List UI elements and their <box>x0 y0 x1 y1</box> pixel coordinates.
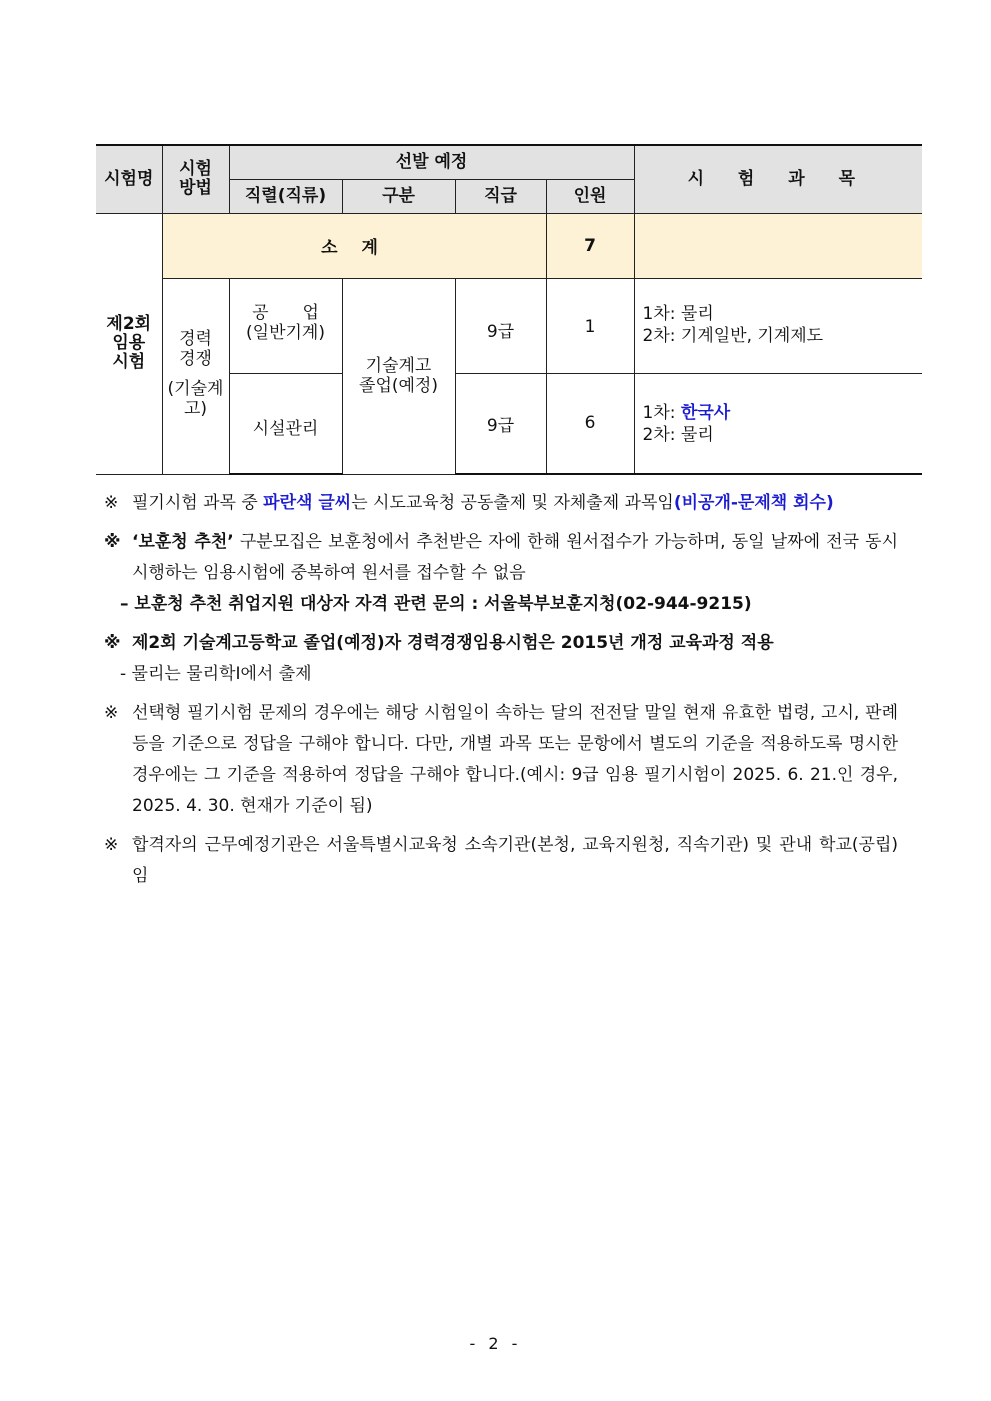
note-answer-criteria: ※ 선택형 필기시험 문제의 경우에는 해당 시험일이 속하는 달의 전전달 말일 현재 유효한 법령, 고시, 판례 등을 기준으로 정답을 구해야 합니다. 다만, 개별 과목 또는 문항에서 별도의 기준을 적용하도록 명시한 경우에는 그 기준을 적용하여 정답을 구해야 합니다.(예시: 9급 임용 필기시험이 2025. 6. 21.인 경우, 2025. 4. 30. 현재가 기준이 됨) <box>104 703 898 816</box>
subtotal-empty <box>634 213 922 278</box>
header-category: 구분 <box>342 179 455 213</box>
exam-method-cell: 경력 경쟁 (기술계 고) <box>162 278 229 474</box>
subjects-cell: 1차: 한국사 2차: 물리 <box>634 373 922 474</box>
note-blue-subjects: ※ 필기시험 과목 중 파란색 글씨는 시도교육청 공동출제 및 자체출제 과목임(비공개-문제책 회수) <box>104 493 834 513</box>
subtotal-row <box>96 213 922 278</box>
exam-table <box>96 144 922 475</box>
grade-cell: 9급 <box>455 373 546 474</box>
subjects-cell: 1차: 물리 2차: 기계일반, 기계제도 <box>634 278 922 373</box>
count-cell: 1 <box>546 278 634 373</box>
header-exam-name: 시험명 <box>96 145 162 213</box>
note-workplace: ※ 합격자의 근무예정기관은 서울특별시교육청 소속기관(본청, 교육지원청, 직속기관) 및 관내 학교(공립)임 <box>104 835 898 886</box>
note-curriculum: ※ 제2회 기술계고등학교 졸업(예정)자 경력경쟁임용시험은 2015년 개정 교육과정 적용 <box>104 633 774 653</box>
notes-section <box>104 488 898 900</box>
header-count: 인원 <box>546 179 634 213</box>
header-grade: 직급 <box>455 179 546 213</box>
note-physics: - 물리는 물리학Ⅰ에서 출제 <box>120 664 312 684</box>
exam-name-cell: 제2회 임용 시험 <box>96 213 162 474</box>
header-selection: 선발 예정 <box>229 145 634 179</box>
note-veterans-inquiry: – 보훈청 추천 취업지원 대상자 자격 관련 문의 : 서울북부보훈지청(02-944-9215) <box>120 594 752 614</box>
table-row <box>96 278 922 373</box>
job-cell: 시설관리 <box>229 373 342 474</box>
count-cell: 6 <box>546 373 634 474</box>
grade-cell: 9급 <box>455 278 546 373</box>
category-cell: 기술계고 졸업(예정) <box>342 278 455 474</box>
header-subjects: 시 험 과 목 <box>634 145 922 213</box>
job-cell: 공 업 (일반기계) <box>229 278 342 373</box>
note-veterans-recommendation: ※ ‘보훈청 추천’ 구분모집은 보훈청에서 추천받은 자에 한해 원서접수가 가능하며, 동일 날짜에 전국 동시 시행하는 임용시험에 중복하여 원서를 접수할 수 없음 <box>104 532 898 583</box>
subtotal-label: 소 계 <box>162 213 546 278</box>
header-job: 직렬(직류) <box>229 179 342 213</box>
header-exam-method: 시험 방법 <box>162 145 229 213</box>
subtotal-count: 7 <box>546 213 634 278</box>
page-number: - 2 - <box>469 1334 522 1353</box>
